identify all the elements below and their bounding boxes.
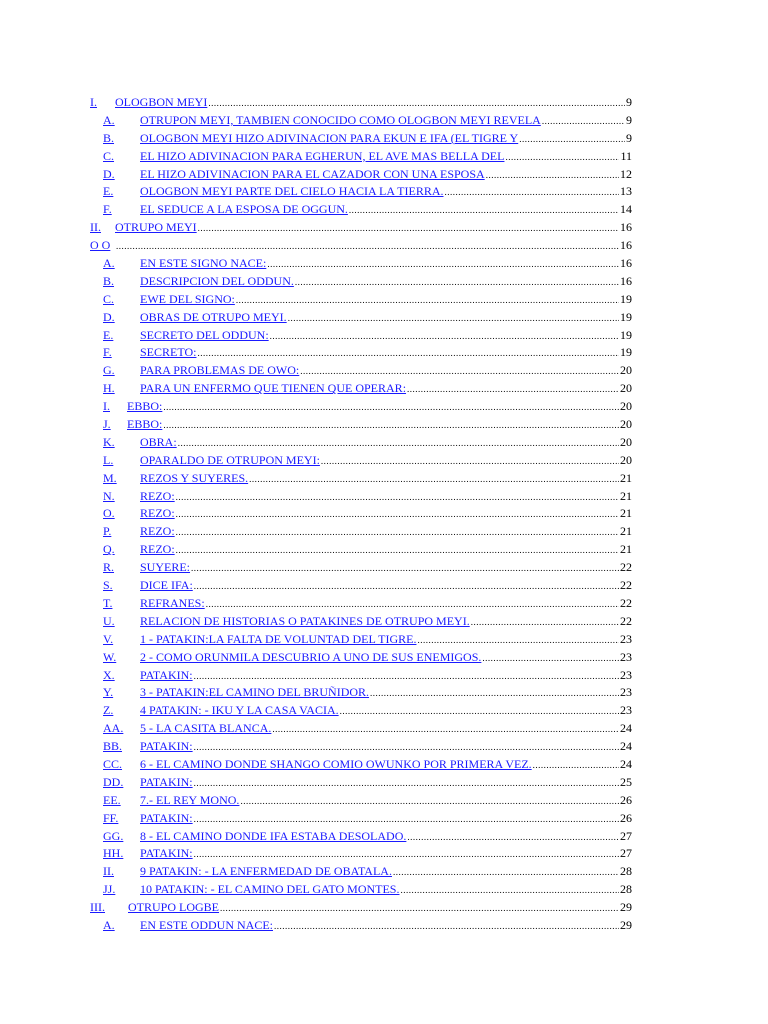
- dot-leader: [194, 846, 619, 864]
- dot-leader: [194, 775, 619, 793]
- toc-entry[interactable]: [90, 237, 632, 255]
- toc-entry[interactable]: [90, 291, 632, 309]
- dot-leader: [519, 131, 625, 149]
- toc-entry-page-number: 27: [620, 828, 632, 843]
- toc-entry-label-link[interactable]: A.: [103, 256, 115, 271]
- toc-entry-title-link[interactable]: PARA PROBLEMAS DE OWO:: [140, 363, 300, 378]
- dot-leader: [194, 578, 619, 596]
- dot-leader: [407, 829, 619, 847]
- toc-entry-label-link[interactable]: Y.: [103, 685, 114, 700]
- toc-entry-title-link[interactable]: 8 - EL CAMINO DONDE IFA ESTABA DESOLADO.: [140, 828, 407, 843]
- toc-entry-page-number: 16: [620, 238, 632, 253]
- toc-entry-page-number: 14: [620, 202, 632, 217]
- toc-entry-page-number: 23: [620, 685, 632, 700]
- toc-entry[interactable]: [90, 631, 632, 649]
- toc-entry-title-link[interactable]: 1 - PATAKIN:LA FALTA DE VOLUNTAD DEL TIGRE.: [140, 631, 417, 646]
- toc-entry-label-link[interactable]: C.: [103, 291, 115, 306]
- toc-entry-page-number: 24: [620, 739, 632, 754]
- toc-entry[interactable]: [90, 470, 632, 488]
- toc-entry-page-number: 21: [620, 470, 632, 485]
- dot-leader: [249, 471, 619, 489]
- toc-entry-title-link[interactable]: REZO:: [140, 542, 175, 557]
- toc-entry-title-link[interactable]: PATAKIN:: [140, 810, 193, 825]
- dot-leader: [505, 149, 619, 167]
- toc-entry-title-link[interactable]: DICE IFA:: [140, 578, 193, 593]
- toc-entry[interactable]: [90, 273, 632, 291]
- toc-entry-page-number: 21: [620, 524, 632, 539]
- toc-entry-page-number: 19: [620, 327, 632, 342]
- dot-leader: [194, 668, 619, 686]
- toc-entry-page-number: 16: [620, 273, 632, 288]
- toc-entry-label-link[interactable]: III.: [90, 900, 105, 915]
- dot-leader: [220, 900, 619, 918]
- toc-entry-title-link[interactable]: OLOGBON MEYI: [115, 95, 208, 109]
- toc-entry-page-number: 24: [620, 756, 632, 771]
- toc-entry-title-link[interactable]: SUYERE:: [140, 560, 191, 575]
- toc-entry[interactable]: [90, 488, 632, 506]
- toc-entry-title-link[interactable]: 5 - LA CASITA BLANCA.: [140, 721, 272, 736]
- dot-leader: [191, 560, 619, 578]
- toc-entry[interactable]: [90, 595, 632, 613]
- toc-entry-title-link[interactable]: EBBO:: [127, 417, 163, 432]
- toc-entry-label-link[interactable]: II.: [90, 220, 101, 235]
- toc-entry-title-link[interactable]: REZO:: [140, 506, 175, 521]
- toc-entry-label-link[interactable]: AA.: [103, 721, 124, 736]
- toc-entry[interactable]: [90, 434, 632, 452]
- toc-entry[interactable]: [90, 577, 632, 595]
- dot-leader: [163, 417, 619, 435]
- dot-leader: [300, 363, 619, 381]
- toc-entry[interactable]: [90, 398, 632, 416]
- toc-entry[interactable]: [90, 416, 632, 434]
- toc-entry-title-link[interactable]: OLOGBON MEYI PARTE DEL CIELO HACIA LA TIERRA.: [140, 184, 444, 199]
- dot-leader: [482, 650, 619, 668]
- toc-entry-page-number: 22: [620, 613, 632, 628]
- toc-entry-label-link[interactable]: B.: [103, 273, 115, 288]
- toc-entry-label-link[interactable]: C.: [103, 148, 115, 163]
- toc-entry-page-number: 19: [620, 291, 632, 306]
- toc-entry-page-number: 20: [620, 417, 632, 432]
- table-of-contents: [90, 94, 632, 935]
- toc-entry-page-number: 9: [626, 130, 632, 145]
- dot-leader: [274, 918, 619, 936]
- dot-leader: [194, 739, 619, 757]
- toc-entry-page-number: 9: [626, 112, 632, 127]
- dot-leader: [208, 95, 625, 113]
- toc-entry-label-link[interactable]: P.: [103, 524, 112, 539]
- toc-entry-title-link[interactable]: OLOGBON MEYI HIZO ADIVINACION PARA EKUN E IFA (EL TIGRE Y: [140, 130, 519, 145]
- dot-leader: [340, 703, 619, 721]
- toc-entry-label-link[interactable]: L.: [103, 452, 114, 467]
- toc-entry-title-link[interactable]: PATAKIN:: [140, 846, 193, 861]
- toc-entry[interactable]: [90, 255, 632, 273]
- toc-entry-title-link[interactable]: EL SEDUCE A LA ESPOSA DE OGGUN.: [140, 202, 348, 217]
- toc-entry-title-link[interactable]: OPARALDO DE OTRUPON MEYI:: [140, 452, 320, 467]
- toc-entry-label-link[interactable]: S.: [103, 578, 113, 593]
- toc-entry-title-link[interactable]: REFRANES:: [140, 595, 205, 610]
- dot-leader: [176, 506, 619, 524]
- toc-entry-label-link[interactable]: D.: [103, 166, 115, 181]
- dot-leader: [163, 399, 619, 417]
- toc-entry-page-number: 13: [620, 184, 632, 199]
- toc-entry-title-link[interactable]: RELACION DE HISTORIAS O PATAKINES DE OTRUPO MEYI.: [140, 613, 470, 628]
- toc-entry-title-link[interactable]: OBRAS DE OTRUPO MEYI.: [140, 309, 287, 324]
- dot-leader: [370, 685, 619, 703]
- toc-entry-title-link[interactable]: EN ESTE SIGNO NACE:: [140, 256, 267, 271]
- toc-entry-label-link[interactable]: F.: [103, 345, 112, 360]
- dot-leader: [321, 453, 619, 471]
- toc-entry-label-link[interactable]: T.: [103, 595, 113, 610]
- toc-entry[interactable]: [90, 917, 632, 935]
- toc-entry[interactable]: [90, 613, 632, 631]
- toc-entry[interactable]: [90, 523, 632, 541]
- toc-entry-page-number: 22: [620, 560, 632, 575]
- toc-entry-page-number: 11: [620, 148, 632, 163]
- toc-entry[interactable]: [90, 327, 632, 345]
- dot-leader: [417, 632, 619, 650]
- toc-entry-page-number: 23: [620, 703, 632, 718]
- toc-entry-label-link[interactable]: N.: [103, 488, 115, 503]
- dot-leader: [198, 220, 619, 238]
- toc-entry-title-link[interactable]: 2 - COMO ORUNMILA DESCUBRIO A UNO DE SUS ENEMIGOS.: [140, 649, 482, 664]
- toc-entry-title-link[interactable]: REZOS Y SUYERES.: [140, 470, 249, 485]
- toc-entry-label-link[interactable]: I.: [90, 95, 97, 109]
- toc-entry-page-number: 19: [620, 345, 632, 360]
- toc-entry[interactable]: [90, 559, 632, 577]
- dot-leader: [393, 864, 619, 882]
- toc-entry-label-link[interactable]: F.: [103, 202, 112, 217]
- dot-leader: [194, 811, 619, 829]
- toc-entry[interactable]: [90, 738, 632, 756]
- toc-entry[interactable]: [90, 863, 632, 881]
- dot-leader: [288, 310, 619, 328]
- dot-leader: [272, 721, 619, 739]
- toc-entry-label-link[interactable]: K.: [103, 434, 115, 449]
- toc-entry-page-number: 20: [620, 434, 632, 449]
- toc-entry-title-link[interactable]: 10 PATAKIN: - EL CAMINO DEL GATO MONTES.: [140, 882, 400, 897]
- dot-leader: [197, 345, 619, 363]
- toc-entry-page-number: 12: [620, 166, 632, 181]
- dot-leader: [400, 882, 619, 900]
- toc-entry-page-number: 28: [620, 864, 632, 879]
- toc-entry-title-link[interactable]: EBBO:: [127, 399, 163, 414]
- dot-leader: [176, 542, 619, 560]
- toc-entry-page-number: 25: [620, 774, 632, 789]
- toc-entry-title-link[interactable]: OTRUPO MEYI: [115, 220, 197, 235]
- toc-entry-label-link[interactable]: E.: [103, 184, 114, 199]
- toc-entry[interactable]: [90, 201, 632, 219]
- toc-entry-title-link[interactable]: OTRUPON MEYI, TAMBIEN CONOCIDO COMO OLOGBON MEYI REVELA: [140, 112, 541, 127]
- toc-entry-title-link[interactable]: OTRUPO LOGBE: [128, 900, 220, 915]
- toc-entry-title-link[interactable]: 3 - PATAKIN:EL CAMINO DEL BRUÑIDOR.: [140, 685, 370, 700]
- toc-entry-page-number: 20: [620, 452, 632, 467]
- toc-entry[interactable]: [90, 810, 632, 828]
- toc-entry-label-link[interactable]: DD.: [103, 774, 124, 789]
- dot-leader: [445, 184, 620, 202]
- dot-leader: [407, 381, 619, 399]
- toc-entry-title-link[interactable]: PATAKIN:: [140, 739, 193, 754]
- toc-entry-page-number: 23: [620, 667, 632, 682]
- toc-entry[interactable]: [90, 148, 632, 166]
- toc-entry-label-link[interactable]: HH.: [103, 846, 124, 861]
- toc-entry[interactable]: [90, 309, 632, 327]
- toc-entry-page-number: 26: [620, 792, 632, 807]
- toc-entry[interactable]: [90, 130, 632, 148]
- dot-leader: [206, 596, 619, 614]
- toc-entry[interactable]: [90, 505, 632, 523]
- toc-entry-page-number: 20: [620, 363, 632, 378]
- toc-entry-label-link[interactable]: O.: [103, 506, 115, 521]
- toc-entry-page-number: 28: [620, 882, 632, 897]
- toc-entry-label-link[interactable]: FF.: [103, 810, 119, 825]
- toc-entry[interactable]: [90, 881, 632, 899]
- toc-entry[interactable]: [90, 541, 632, 559]
- toc-entry-label-link[interactable]: D.: [103, 309, 115, 324]
- toc-entry-label-link[interactable]: II.: [103, 864, 114, 879]
- toc-entry-page-number: 23: [620, 631, 632, 646]
- toc-entry-page-number: 29: [620, 900, 632, 915]
- toc-entry-title-link[interactable]: PATAKIN:: [140, 774, 193, 789]
- toc-entry[interactable]: [90, 452, 632, 470]
- toc-entry[interactable]: [90, 684, 632, 702]
- toc-entry-label-link[interactable]: Q.: [103, 542, 115, 557]
- toc-entry-page-number: 9: [626, 95, 632, 109]
- dot-leader: [176, 524, 619, 542]
- toc-entry-label-link[interactable]: JJ.: [103, 882, 116, 897]
- toc-entry-label-link[interactable]: R.: [103, 560, 115, 575]
- toc-entry-page-number: 21: [620, 506, 632, 521]
- toc-entry-page-number: 27: [620, 846, 632, 861]
- toc-entry[interactable]: [90, 344, 632, 362]
- toc-entry[interactable]: [90, 899, 632, 917]
- toc-entry[interactable]: [90, 183, 632, 201]
- toc-entry-label-link[interactable]: H.: [103, 381, 115, 396]
- toc-entry-title-link[interactable]: 9 PATAKIN: - LA ENFERMEDAD DE OBATALA.: [140, 864, 392, 879]
- toc-entry-label-link[interactable]: X.: [103, 667, 115, 682]
- toc-entry-title-link[interactable]: PATAKIN:: [140, 667, 193, 682]
- toc-entry[interactable]: [90, 166, 632, 184]
- toc-entry-page-number: 23: [620, 649, 632, 664]
- dot-leader: [486, 167, 619, 185]
- toc-entry[interactable]: [90, 380, 632, 398]
- toc-entry[interactable]: [90, 702, 632, 720]
- dot-leader: [542, 113, 625, 131]
- toc-entry-label-link[interactable]: CC.: [103, 756, 123, 771]
- toc-entry[interactable]: [90, 828, 632, 846]
- toc-entry-title-link[interactable]: SECRETO DEL ODDUN:: [140, 327, 269, 342]
- dot-leader: [471, 614, 619, 632]
- toc-entry-title-link[interactable]: EWE DEL SIGNO:: [140, 291, 235, 306]
- dot-leader: [349, 202, 619, 220]
- toc-entry-label-link[interactable]: I.: [103, 399, 110, 414]
- toc-entry-page-number: 21: [620, 542, 632, 557]
- toc-entry-page-number: 16: [620, 220, 632, 235]
- toc-entry[interactable]: [90, 94, 632, 112]
- dot-leader: [116, 238, 619, 256]
- toc-entry[interactable]: [90, 667, 632, 685]
- dot-leader: [295, 274, 619, 292]
- toc-entry[interactable]: [90, 649, 632, 667]
- toc-entry-page-number: 20: [620, 399, 632, 414]
- toc-entry-title-link[interactable]: REZO:: [140, 488, 175, 503]
- toc-entry-page-number: 16: [620, 256, 632, 271]
- toc-entry-title-link[interactable]: DESCRIPCION DEL ODDUN.: [140, 273, 294, 288]
- toc-entry[interactable]: [90, 756, 632, 774]
- toc-entry-title-link[interactable]: EL HIZO ADIVINACION PARA EL CAZADOR CON UNA ESPOSA: [140, 166, 485, 181]
- toc-entry-page-number: 26: [620, 810, 632, 825]
- dot-leader: [267, 256, 619, 274]
- toc-entry-page-number: 20: [620, 381, 632, 396]
- dot-leader: [533, 757, 619, 775]
- toc-entry-label-link[interactable]: EE.: [103, 792, 121, 807]
- toc-entry[interactable]: [90, 792, 632, 810]
- dot-leader: [270, 328, 619, 346]
- toc-entry-page-number: 22: [620, 595, 632, 610]
- toc-entry-title-link[interactable]: 6 - EL CAMINO DONDE SHANGO COMIO OWUNKO POR PRIMERA VEZ.: [140, 756, 532, 771]
- toc-entry-label-link[interactable]: M.: [103, 470, 117, 485]
- toc-entry-label-link[interactable]: V.: [103, 631, 114, 646]
- toc-entry-title-link[interactable]: SECRETO:: [140, 345, 197, 360]
- toc-entry-label-link[interactable]: O O: [90, 238, 111, 253]
- toc-entry-label-link[interactable]: A.: [103, 112, 115, 127]
- dot-leader: [176, 489, 619, 507]
- toc-entry[interactable]: [90, 219, 632, 237]
- toc-entry-page-number: 21: [620, 488, 632, 503]
- toc-entry-label-link[interactable]: A.: [103, 917, 115, 932]
- toc-entry-label-link[interactable]: J.: [103, 417, 111, 432]
- toc-entry-label-link[interactable]: U.: [103, 613, 115, 628]
- toc-entry-label-link[interactable]: B.: [103, 130, 115, 145]
- toc-entry-title-link[interactable]: 7.- EL REY MONO.: [140, 792, 240, 807]
- toc-entry-title-link[interactable]: OBRA:: [140, 434, 177, 449]
- toc-entry-label-link[interactable]: G.: [103, 363, 115, 378]
- dot-leader: [240, 793, 619, 811]
- dot-leader: [178, 435, 619, 453]
- toc-entry-title-link[interactable]: 4 PATAKIN: - IKU Y LA CASA VACIA.: [140, 703, 339, 718]
- toc-entry-title-link[interactable]: EL HIZO ADIVINACION PARA EGHERUN, EL AVE MAS BELLA DEL: [140, 148, 505, 163]
- toc-entry[interactable]: [90, 845, 632, 863]
- toc-entry-page-number: 24: [620, 721, 632, 736]
- toc-entry-label-link[interactable]: Z.: [103, 703, 114, 718]
- toc-entry-label-link[interactable]: W.: [103, 649, 117, 664]
- toc-entry-title-link[interactable]: EN ESTE ODDUN NACE:: [140, 917, 273, 932]
- toc-entry-label-link[interactable]: BB.: [103, 739, 123, 754]
- toc-entry-label-link[interactable]: GG.: [103, 828, 124, 843]
- toc-entry[interactable]: [90, 720, 632, 738]
- toc-entry-page-number: 22: [620, 578, 632, 593]
- dot-leader: [236, 292, 619, 310]
- toc-entry-title-link[interactable]: REZO:: [140, 524, 175, 539]
- toc-entry-label-link[interactable]: E.: [103, 327, 114, 342]
- toc-entry[interactable]: [90, 362, 632, 380]
- toc-entry[interactable]: [90, 774, 632, 792]
- toc-entry-page-number: 19: [620, 309, 632, 324]
- toc-entry-title-link[interactable]: PARA UN ENFERMO QUE TIENEN QUE OPERAR:: [140, 381, 407, 396]
- toc-entry-page-number: 29: [620, 917, 632, 932]
- toc-entry[interactable]: [90, 112, 632, 130]
